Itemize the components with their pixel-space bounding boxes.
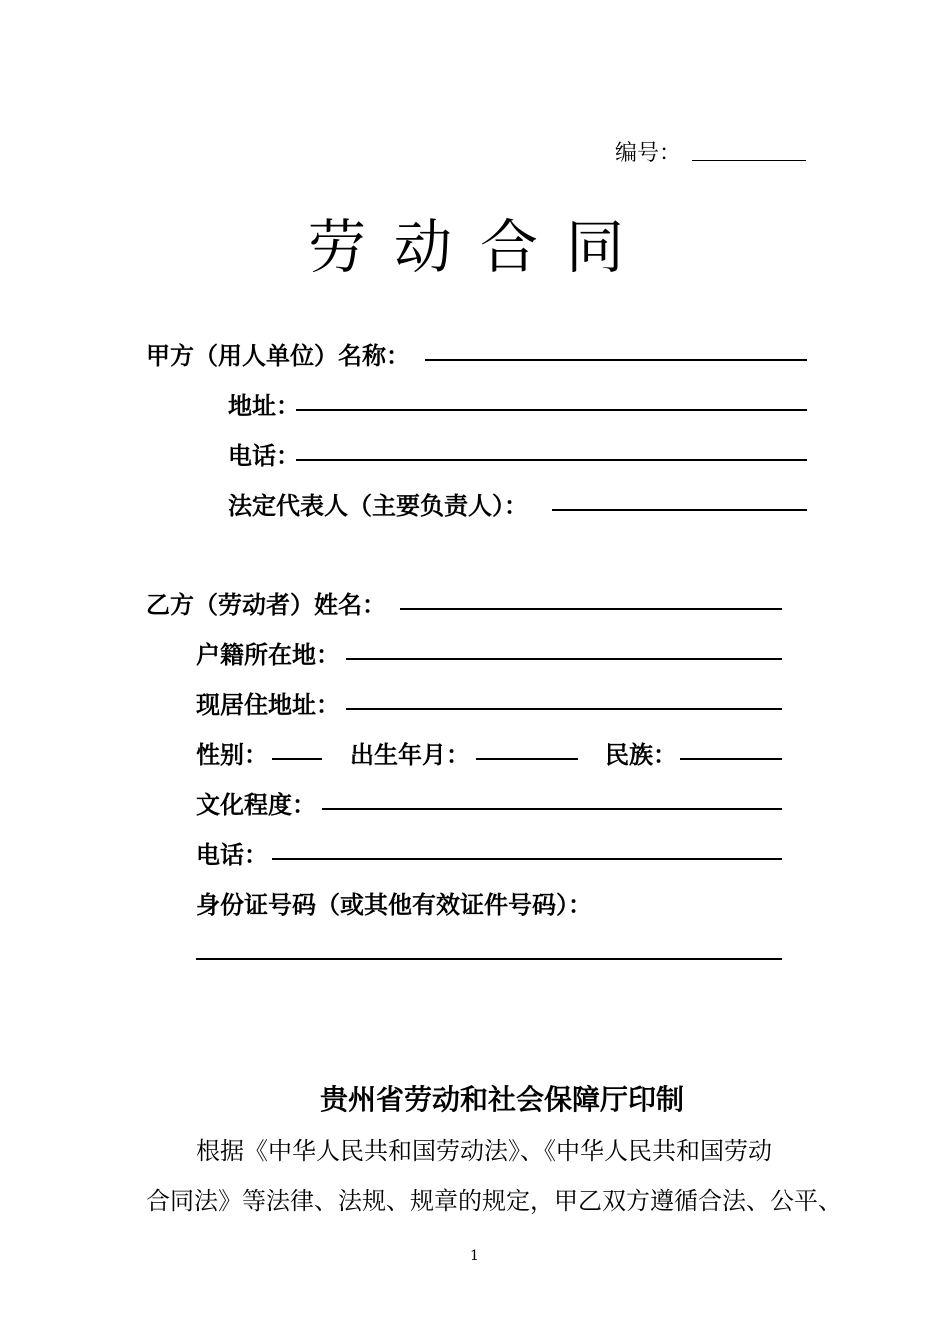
party-b-name-field[interactable] bbox=[400, 608, 782, 610]
party-b-household-field[interactable] bbox=[346, 658, 782, 660]
party-a-phone-label: 电话： bbox=[228, 442, 300, 470]
party-a-legal-rep-label: 法定代表人（主要负责人）： bbox=[228, 492, 528, 520]
party-a-phone-field[interactable] bbox=[296, 459, 807, 461]
party-b-phone-label: 电话： bbox=[196, 841, 268, 869]
party-b-id-field[interactable] bbox=[196, 958, 782, 960]
document-title: 劳动合同 bbox=[308, 213, 653, 281]
page-number: 1 bbox=[470, 1248, 479, 1264]
party-a-name-field[interactable] bbox=[425, 359, 807, 361]
party-b-residence-field[interactable] bbox=[346, 708, 782, 710]
party-b-education-label: 文化程度： bbox=[196, 791, 316, 819]
serial-number-label: 编号： bbox=[615, 141, 682, 166]
party-b-gender-field[interactable] bbox=[272, 758, 322, 760]
party-b-phone-field[interactable] bbox=[272, 858, 782, 860]
intro-line-2: 合同法》等法律、法规、规章的规定，甲乙双方遵循合法、公平、 bbox=[146, 1187, 842, 1215]
party-b-residence-label: 现居住地址： bbox=[196, 691, 340, 719]
party-b-ethnicity-field[interactable] bbox=[680, 758, 782, 760]
serial-number-field[interactable] bbox=[692, 160, 806, 161]
party-a-legal-rep-field[interactable] bbox=[552, 509, 807, 511]
party-a-name-label: 甲方（用人单位）名称： bbox=[146, 342, 410, 370]
party-b-ethnicity-label: 民族： bbox=[605, 741, 677, 769]
party-b-id-label: 身份证号码（或其他有效证件号码）： bbox=[196, 891, 592, 919]
party-a-address-label: 地址： bbox=[228, 392, 300, 420]
party-b-birth-label: 出生年月： bbox=[350, 741, 470, 769]
party-b-household-label: 户籍所在地： bbox=[196, 641, 340, 669]
party-b-birth-field[interactable] bbox=[476, 758, 578, 760]
party-b-name-label: 乙方（劳动者）姓名： bbox=[146, 591, 386, 619]
party-a-address-field[interactable] bbox=[296, 409, 807, 411]
intro-line-1: 根据《中华人民共和国劳动法》、《中华人民共和国劳动 bbox=[196, 1137, 772, 1165]
party-b-education-field[interactable] bbox=[322, 808, 782, 810]
party-b-gender-label: 性别： bbox=[196, 741, 268, 769]
issuer-text: 贵州省劳动和社会保障厅印制 bbox=[320, 1083, 685, 1116]
